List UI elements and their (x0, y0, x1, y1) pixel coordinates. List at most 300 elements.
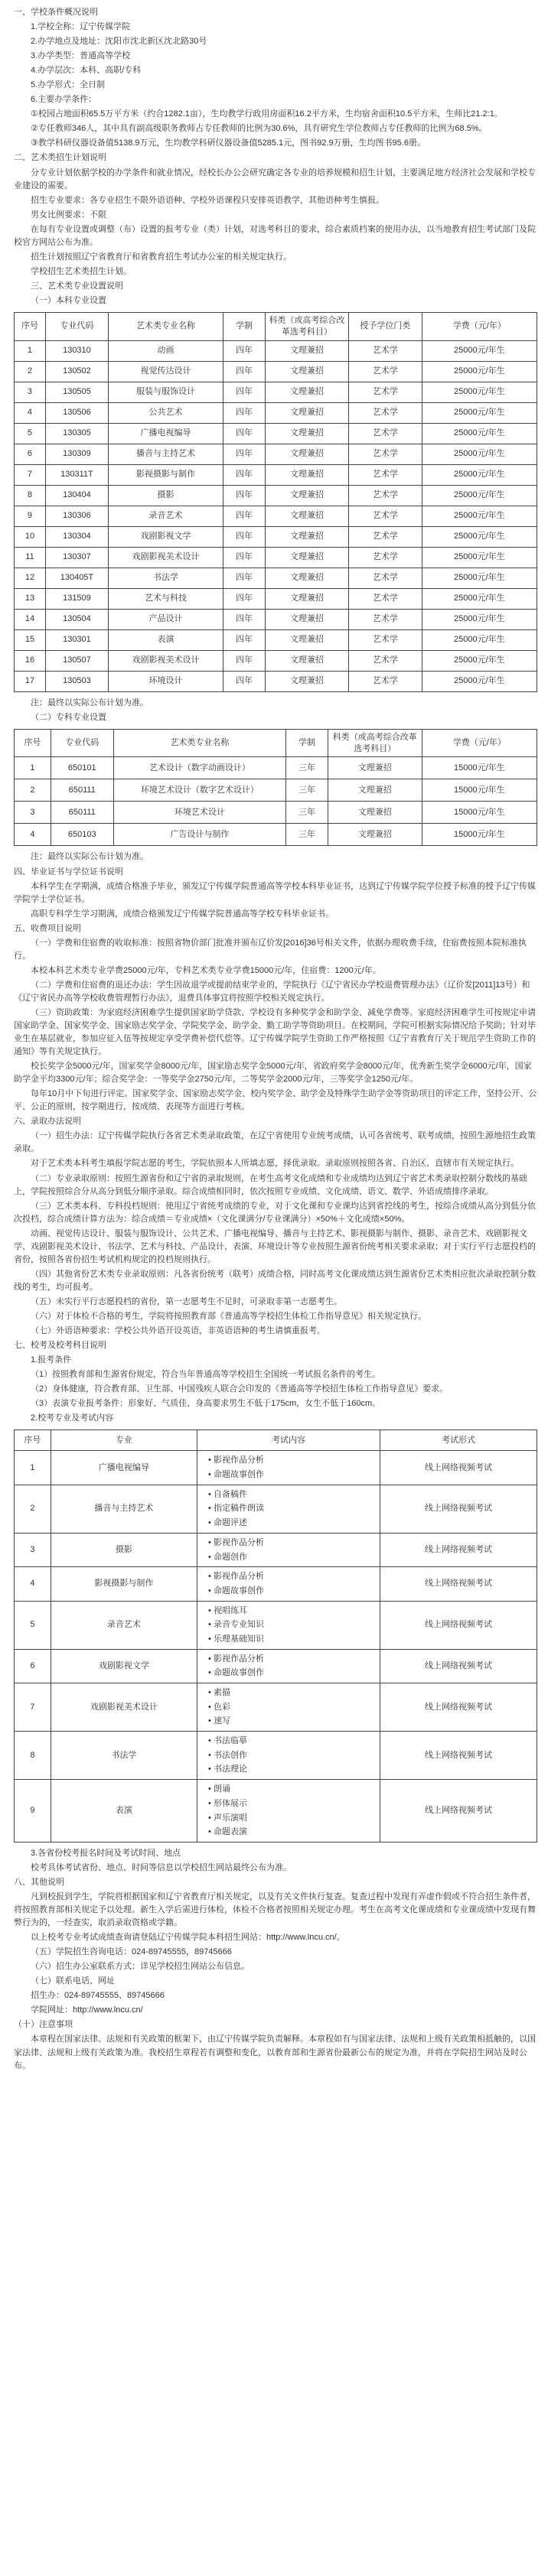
section-paragraph: 校考具体考试省份、地点、时间等信息以学校招生网站最终公布为准。 (31, 1862, 292, 1872)
cell-tuition: 25000元/年生 (422, 629, 537, 650)
exam-item: • 声乐演唱 (208, 1813, 247, 1823)
cell-exam-items (197, 1649, 380, 1683)
section-paragraph: 动画、视觉传达设计、服装与服饰设计、公共艺术、广播电视编导、播音与主持艺术、影视摄影与制作、摄影、录音艺术、戏剧影视文学、戏剧影视美术设计、书法学、艺术与科技、产品设计、表演、环境设计等专业按照生源省份统考相关要求录取；对于实行平行志愿投档的省份，按照各省份招生考试机构规定的投档规则执行。 (14, 1228, 536, 1264)
table-row (15, 671, 537, 691)
table-row (15, 361, 537, 382)
vocational-majors-table (14, 729, 537, 847)
undergrad-heading: （一）本科专业设置 (31, 295, 106, 305)
cell-major: 环境艺术设计 (113, 802, 285, 824)
cell-tuition: 25000元/年生 (422, 402, 537, 423)
cell-duration: 四年 (223, 547, 266, 568)
cell-no: 17 (15, 671, 46, 691)
cell-category: 文理兼招 (265, 671, 348, 691)
cell-form: 线上网络视频考试 (380, 1601, 537, 1649)
section-paragraph: （三）资助政策：为家庭经济困难学生提供国家助学贷款、学校设有多种奖学金和助学金、减免学费等。家庭经济困难学生可按规定申请国家助学金、国家奖学金、国家励志奖学金、学院奖学金、助学金、勤工助学等资助项目。在校期间，学院可根据实际情况给予奖助；针对毕业生在基层就业，参加应征入伍等按规定享受学费补偿代偿等。辽宁传媒学院学生资助工作严格按照《辽宁省教育厅关于规范学生资助工作的通知》等有关规定执行。 (14, 1007, 536, 1057)
table-row (15, 464, 537, 485)
section-paragraph: （2）身体健康，符合教育部、卫生部、中国残疾人联合会印发的《普通高等学校招生体检工作指导意见》要求。 (31, 1384, 449, 1394)
plan-paragraph: 招生计划按照辽宁省教育厅和省教育招生考试办公室的相关规定执行。 (31, 252, 292, 262)
cell-major: 录音艺术 (108, 506, 223, 526)
table-row (15, 568, 537, 588)
cell-tuition: 25000元/年生 (422, 650, 537, 671)
table-row (15, 1601, 537, 1649)
cell-category: 文理兼招 (265, 464, 348, 485)
cell-duration: 四年 (223, 423, 266, 444)
cell-form: 线上网络视频考试 (380, 1485, 537, 1533)
col-header-no: 序号 (15, 1430, 51, 1451)
cell-major: 影视摄影与制作 (108, 464, 223, 485)
table-row (15, 340, 537, 361)
cell-code: 130307 (45, 547, 108, 568)
col-header-tuition: 学费（元/年） (422, 312, 537, 340)
cell-category: 文理兼招 (328, 779, 422, 802)
cell-degree: 艺术学 (349, 485, 422, 506)
plan-heading: 二、艺术类招生计划说明 (14, 153, 106, 163)
cell-major: 公共艺术 (108, 402, 223, 423)
table-row (15, 1780, 537, 1843)
cell-degree: 艺术学 (349, 671, 422, 691)
col-header-category: 科类（或高考综合改革选考科目） (328, 729, 422, 757)
cell-duration: 四年 (223, 382, 266, 402)
cell-duration: 三年 (286, 802, 328, 824)
cell-major: 书法学 (51, 1732, 197, 1780)
cell-major: 戏剧影视文学 (51, 1649, 197, 1683)
col-header-code: 专业代码 (45, 312, 108, 340)
policy-sections-end (14, 1847, 537, 2073)
cell-duration: 四年 (223, 650, 266, 671)
cell-no: 15 (15, 629, 46, 650)
plan-paragraph: 三、艺术类专业设置说明 (31, 281, 123, 291)
section-paragraph: （三）艺术类本科、专科投档规则：使用辽宁省统考成绩的专业，对于文化课和专业课均达到省控线的考生，按综合成绩从高分到低分依次投档，综合成绩计算方法为：综合成绩＝专业成绩×（文化课满分/专业课满分）×50%＋文化成绩×50%。 (14, 1201, 536, 1224)
section-paragraph: （1）按照教育部和生源省份规定，符合当年普通高等学校招生全国统一考试报名条件的考生。 (31, 1370, 381, 1380)
section-paragraph: （一）学费和住宿费的收取标准：按照省物价部门批准并颁布辽价发[2016]36号相关文件，依据办理收费手续，住宿费按照本院标准执行。 (14, 938, 527, 961)
cell-degree: 艺术学 (349, 402, 422, 423)
cell-no: 8 (15, 1732, 51, 1780)
table-row (15, 1533, 537, 1566)
cell-tuition: 15000元/年生 (422, 802, 537, 824)
cell-category: 文理兼招 (265, 361, 348, 382)
plan-paragraph: 在每有专业设置或调整（布）设置的报考专业（类）计划，对选考科目的要求，综合素质档案的使用办法，以当地教育招生考试部门及院校官方网站公布为准。 (14, 224, 536, 247)
col-header-content: 考试内容 (197, 1430, 380, 1451)
table-row (15, 824, 537, 846)
cell-degree: 艺术学 (349, 423, 422, 444)
section-heading: 六、录取办法说明 (14, 1117, 81, 1127)
cell-major: 表演 (108, 629, 223, 650)
section-paragraph: 凡到校报到学生，学院将根据国家和辽宁省教育厅相关规定，以及有关文件执行复查。复查过程中发现有弄虚作假或不符合招生条件者，将按照教育部相关规定予以处理。新生入学后需进行体检，体检不合格者按照相关规定办理。考生在高考文化课成绩和专业课成绩中发现有舞弊行为的，一经查实，取消录取资格或学籍。 (14, 1892, 536, 1928)
cell-major: 艺术与科技 (108, 588, 223, 609)
exam-item: • 影视作品分析 (208, 1456, 264, 1465)
school-info (14, 21, 537, 150)
table-row (15, 506, 537, 526)
cell-degree: 艺术学 (349, 464, 422, 485)
col-header-duration: 学制 (286, 729, 328, 757)
col-header-degree: 授予学位门类 (349, 312, 422, 340)
table-row (15, 1683, 537, 1732)
cell-no: 9 (15, 506, 46, 526)
cell-tuition: 25000元/年生 (422, 506, 537, 526)
cell-tuition: 25000元/年生 (422, 464, 537, 485)
cell-tuition: 25000元/年生 (422, 547, 537, 568)
section-paragraph: 校长奖学金5000元/年，国家奖学金8000元/年，国家励志奖学金5000元/年，省政府奖学金8000元/年，优秀新生奖学金6000元/年，国家助学金平均3300元/年；综合奖学金：一等奖学金2750元/年，二等奖学金2000元/年，三等奖学金1250元/年。 (14, 1062, 532, 1085)
exam-item: • 指定稿件朗读 (208, 1504, 264, 1514)
cell-no: 1 (15, 757, 51, 779)
cell-major: 影视摄影与制作 (51, 1567, 197, 1601)
cell-no: 16 (15, 650, 46, 671)
exam-item: • 命题创作 (208, 1552, 247, 1562)
cell-duration: 四年 (223, 671, 266, 691)
cell-category: 文理兼招 (328, 757, 422, 779)
cell-duration: 四年 (223, 464, 266, 485)
cell-major: 广播电视编导 (51, 1451, 197, 1485)
section-paragraph: 以上校考专业考试成绩查询请登陆辽宁传媒学院本科招生网站：http://www.lncu.cn/。 (31, 1933, 345, 1943)
cell-category: 文理兼招 (265, 609, 348, 629)
cell-major: 戏剧影视文学 (108, 526, 223, 547)
undergrad-table-body (15, 340, 537, 691)
cell-category: 文理兼招 (265, 588, 348, 609)
cell-duration: 四年 (223, 629, 266, 650)
cell-no: 11 (15, 547, 46, 568)
cell-category: 文理兼招 (265, 340, 348, 361)
cell-no: 3 (15, 802, 51, 824)
cell-exam-items (197, 1780, 380, 1843)
table-header-row (15, 729, 537, 757)
cell-code: 130504 (45, 609, 108, 629)
cell-degree: 艺术学 (349, 444, 422, 464)
exam-item: • 影视作品分析 (208, 1654, 264, 1664)
section-heading: （十）注意事项 (14, 2020, 73, 2030)
cell-code: 650111 (51, 802, 113, 824)
cell-major: 环境艺术设计（数字艺术设计） (113, 779, 285, 802)
table-row (15, 382, 537, 402)
section-paragraph: 本科学生在学期满，成绩合格准予毕业，颁发辽宁传媒学院普通高等学校本科毕业证书，达到辽宁传媒学院学位授予标准的授予辽宁传媒学院学士学位证书。 (14, 881, 536, 904)
cell-degree: 艺术学 (349, 568, 422, 588)
table-row (15, 802, 537, 824)
table-row (15, 423, 537, 444)
cell-no: 7 (15, 1683, 51, 1732)
section-paragraph: （七）联系电话、网址 (31, 1976, 115, 1986)
cell-no: 2 (15, 779, 51, 802)
exam-item: • 书法临摹 (208, 1736, 247, 1746)
condition-line: ②专任教师346人，其中具有副高级职务教师占专任教师的比例为30.6%，具有研究生学位教师占专任教师的比例为68.5%。 (31, 124, 488, 134)
school-line: 4.办学层次：本科、高职/专科 (31, 66, 142, 76)
undergrad-note: 注：最终以实际公布计划为准。 (31, 698, 148, 707)
cell-no: 5 (15, 423, 46, 444)
cell-tuition: 25000元/年生 (422, 588, 537, 609)
cell-degree: 艺术学 (349, 609, 422, 629)
cell-category: 文理兼招 (265, 506, 348, 526)
col-header-category: 科类（或高考综合改革选考科目） (265, 312, 348, 340)
cell-no: 2 (15, 361, 46, 382)
cell-major: 播音与主持艺术 (51, 1485, 197, 1533)
section-heading: 七、校考及校考科目说明 (14, 1341, 106, 1351)
cell-form: 线上网络视频考试 (380, 1649, 537, 1683)
cell-category: 文理兼招 (328, 802, 422, 824)
section-heading: 四、毕业证书与学位证书说明 (14, 867, 123, 877)
cell-degree: 艺术学 (349, 506, 422, 526)
section-paragraph: 招生办：024-89745555、89745666 (31, 1991, 165, 2001)
cell-major: 播音与主持艺术 (108, 444, 223, 464)
school-line: 5.办学形式：全日制 (31, 80, 106, 90)
section-paragraph: （四）其他省份艺术类专业录取原则：凡各省份统考（联考）成绩合格，同时高考文化课成绩达到生源省份艺术类相应批次录取控制分数线的考生，均可报考。 (14, 1269, 536, 1292)
section-paragraph: （3）表演专业报考条件：形象好、气质佳、身高要求男生不低于175cm，女生不低于160cm。 (31, 1399, 381, 1409)
cell-tuition: 25000元/年生 (422, 671, 537, 691)
col-header-duration: 学制 (223, 312, 266, 340)
cell-code: 130405T (45, 568, 108, 588)
cell-no: 6 (15, 444, 46, 464)
cell-duration: 四年 (223, 588, 266, 609)
cell-no: 10 (15, 526, 46, 547)
exam-item: • 影视作品分析 (208, 1537, 264, 1547)
cell-degree: 艺术学 (349, 526, 422, 547)
cell-tuition: 25000元/年生 (422, 568, 537, 588)
cell-exam-items (197, 1451, 380, 1485)
cell-tuition: 25000元/年生 (422, 382, 537, 402)
table-row (15, 609, 537, 629)
cell-duration: 四年 (223, 485, 266, 506)
cell-category: 文理兼招 (265, 423, 348, 444)
school-heading: 一、学校条件概况说明 (14, 8, 98, 17)
cell-exam-items (197, 1567, 380, 1601)
table-row (15, 1649, 537, 1683)
cell-category: 文理兼招 (265, 402, 348, 423)
plan-paragraph: 男女比例要求：不限 (31, 210, 106, 220)
cell-form: 线上网络视频考试 (380, 1533, 537, 1566)
condition-line: ③教学科研仪器设备值5138.9万元，生均教学科研仪器设备值5285.1元，图书92.9万册，生均图书95.6册。 (31, 138, 426, 148)
cell-duration: 四年 (223, 361, 266, 382)
cell-no: 2 (15, 1485, 51, 1533)
section-paragraph: （六）对于体检不合格的考生，学院将按照教育部《普通高等学校招生体检工作指导意见》相关规定执行。 (31, 1312, 426, 1321)
cell-major: 摄影 (51, 1533, 197, 1566)
cell-code: 130507 (45, 650, 108, 671)
col-header-form: 考试形式 (380, 1430, 537, 1451)
cell-code: 130502 (45, 361, 108, 382)
cell-no: 6 (15, 1649, 51, 1683)
table-row (15, 650, 537, 671)
cell-no: 9 (15, 1780, 51, 1843)
cell-code: 650111 (51, 779, 113, 802)
cell-form: 线上网络视频考试 (380, 1732, 537, 1780)
exam-item: • 形体展示 (208, 1798, 247, 1808)
section-paragraph: 本校本科艺术类专业学费25000元/年，专科艺术类专业学费15000元/年，住宿费：1200元/年。 (31, 965, 381, 975)
section-paragraph: （五）未实行平行志愿投档的省份，第一志愿考生不足时，可录取非第一志愿考生。 (31, 1296, 342, 1306)
cell-category: 文理兼招 (265, 444, 348, 464)
table-row (15, 547, 537, 568)
col-header-tuition: 学费（元/年） (422, 729, 537, 757)
cell-category: 文理兼招 (265, 568, 348, 588)
cell-degree: 艺术学 (349, 650, 422, 671)
cell-duration: 三年 (286, 757, 328, 779)
cell-major: 表演 (51, 1780, 197, 1843)
col-header-no: 序号 (15, 729, 51, 757)
table-row (15, 402, 537, 423)
school-line: 2.办学地点及地址：沈阳市沈北新区沈北路30号 (31, 37, 207, 47)
cell-tuition: 15000元/年生 (422, 779, 537, 802)
table-header-row (15, 1430, 537, 1451)
exam-item: • 素描 (208, 1688, 230, 1697)
cell-code: 650101 (51, 757, 113, 779)
exam-item: • 视唱练耳 (208, 1605, 247, 1615)
cell-exam-items (197, 1732, 380, 1780)
cell-code: 130309 (45, 444, 108, 464)
cell-major: 视觉传达设计 (108, 361, 223, 382)
cell-degree: 艺术学 (349, 629, 422, 650)
cell-code: 130301 (45, 629, 108, 650)
cell-category: 文理兼招 (265, 547, 348, 568)
exam-item: • 自备稿件 (208, 1489, 247, 1499)
exam-item: • 朗诵 (208, 1784, 230, 1794)
cell-form: 线上网络视频考试 (380, 1780, 537, 1843)
section-paragraph: （五）学院招生咨询电话：024-89745555，89745666 (31, 1947, 232, 1957)
cell-major: 广告设计与制作 (113, 824, 285, 846)
exam-item: • 命题故事创作 (208, 1668, 264, 1678)
table-row (15, 1732, 537, 1780)
exam-table-body (15, 1451, 537, 1843)
section-paragraph: 高职专科学生学习期满，成绩合格颁发辽宁传媒学院普通高等学校专科毕业证书。 (31, 909, 334, 919)
cell-code: 130503 (45, 671, 108, 691)
cell-duration: 四年 (223, 340, 266, 361)
section-paragraph: （二）专业录取原则：按照生源省份和辽宁省的录取规则，在考生高考文化成绩和专业成绩均达到辽宁省艺术类录取控制分数线的基础上，学院按照综合分从高分到低分顺序录取。综合成绩相同时，依次按照专业成绩、文化成绩、语文、数学、外语成绩排序录取。 (14, 1173, 527, 1196)
school-line: 6.主要办学条件： (31, 95, 97, 105)
cell-tuition: 25000元/年生 (422, 526, 537, 547)
cell-no: 13 (15, 588, 46, 609)
cell-form: 线上网络视频考试 (380, 1451, 537, 1485)
cell-code: 130505 (45, 382, 108, 402)
plan-paragraph: 分专业计划依据学校的办学条件和就业情况，经校长办公会研究确定各专业的培养规模和招生计划，主要满足地方经济社会发展和学校专业建设的需要。 (14, 168, 536, 190)
cell-major: 戏剧影视美术设计 (108, 650, 223, 671)
cell-major: 产品设计 (108, 609, 223, 629)
section-paragraph: （六）招生办公室联系方式：详见学校招生网站公布信息。 (31, 1962, 250, 1972)
col-header-code: 专业代码 (51, 729, 113, 757)
cell-major: 戏剧影视美术设计 (51, 1683, 197, 1732)
col-header-major: 专业 (51, 1430, 197, 1451)
cell-code: 131509 (45, 588, 108, 609)
cell-code: 130305 (45, 423, 108, 444)
section-paragraph: 2.校考专业及考试内容 (31, 1413, 114, 1423)
cell-category: 文理兼招 (265, 650, 348, 671)
exam-item: • 速写 (208, 1716, 230, 1726)
cell-no: 12 (15, 568, 46, 588)
cell-category: 文理兼招 (265, 526, 348, 547)
plan-paragraph: 学校招生艺术类招生计划。 (31, 266, 132, 276)
exam-item: • 命题故事创作 (208, 1586, 264, 1595)
exam-item: • 录音专业知识 (208, 1620, 264, 1630)
cell-tuition: 25000元/年生 (422, 423, 537, 444)
cell-degree: 艺术学 (349, 547, 422, 568)
exam-item: • 命题表演 (208, 1827, 247, 1837)
cell-degree: 艺术学 (349, 382, 422, 402)
section-heading: 八、其他说明 (14, 1877, 64, 1887)
cell-duration: 四年 (223, 402, 266, 423)
cell-code: 650103 (51, 824, 113, 846)
cell-category: 文理兼招 (265, 629, 348, 650)
cell-no: 3 (15, 1533, 51, 1566)
cell-exam-items (197, 1533, 380, 1566)
plan-paragraph: 招生专业要求：各专业招生不限外语语种、学校外语课程只安排英语教学，其他语种考生慎报。 (31, 195, 384, 205)
table-row (15, 1485, 537, 1533)
cell-no: 14 (15, 609, 46, 629)
section-paragraph: 本章程在国家法律、法规和有关政策的框架下，由辽宁传媒学院负责解释。本章程如有与国家法律、法规和上级有关政策相抵触的，以国家法律、法规和上级有关政策为准。我校招生章程若有调整和变化，以教育部和生源省份最新公布的规定为准，并将在学院招生网站及时公布。 (14, 2034, 536, 2070)
cell-code: 130404 (45, 485, 108, 506)
cell-code: 130310 (45, 340, 108, 361)
cell-no: 4 (15, 1567, 51, 1601)
cell-major: 广播电视编导 (108, 423, 223, 444)
cell-major: 环境设计 (108, 671, 223, 691)
exam-item: • 色彩 (208, 1702, 230, 1712)
section-paragraph: 3.各省份校考报名时间及考试时间、地点 (31, 1848, 181, 1858)
table-row (15, 779, 537, 802)
school-line: 1.学校全称：辽宁传媒学院 (31, 22, 131, 32)
exam-item: • 书法创作 (208, 1750, 247, 1760)
table-row (15, 444, 537, 464)
cell-major: 摄影 (108, 485, 223, 506)
cell-major: 服装与服饰设计 (108, 382, 223, 402)
cell-duration: 四年 (223, 609, 266, 629)
table-row (15, 629, 537, 650)
cell-duration: 三年 (286, 824, 328, 846)
vocational-note: 注：最终以实际公布计划为准。 (31, 852, 148, 862)
cell-no: 1 (15, 340, 46, 361)
cell-major: 录音艺术 (51, 1601, 197, 1649)
cell-no: 1 (15, 1451, 51, 1485)
section-paragraph: （二）学费和住宿费的退还办法：学生因故退学或提前结束学业的，学院执行《辽宁省民办学校退费管理办法》（辽价发[2011]13号）和《辽宁省民办高等学校收费管理暂行办法》，退费具体事宜将按照学校相关规定执行。 (14, 980, 530, 1003)
policy-sections (14, 866, 537, 1426)
cell-major: 书法学 (108, 568, 223, 588)
cell-major: 动画 (108, 340, 223, 361)
cell-duration: 四年 (223, 444, 266, 464)
col-header-major: 艺术类专业名称 (108, 312, 223, 340)
cell-major: 戏剧影视美术设计 (108, 547, 223, 568)
table-row (15, 485, 537, 506)
col-header-major: 艺术类专业名称 (113, 729, 285, 757)
cell-duration: 四年 (223, 568, 266, 588)
cell-code: 130304 (45, 526, 108, 547)
cell-form: 线上网络视频考试 (380, 1567, 537, 1601)
col-header-no: 序号 (15, 312, 46, 340)
exam-item: • 书法理论 (208, 1764, 247, 1774)
undergrad-majors-table (14, 312, 537, 692)
cell-form: 线上网络视频考试 (380, 1683, 537, 1732)
cell-category: 文理兼招 (265, 382, 348, 402)
section-paragraph: 1.报考条件 (31, 1355, 72, 1365)
section-paragraph: （一）招生办法：辽宁传媒学院执行各省艺术类录取政策，在辽宁省使用专业统考成绩，认可各省统考、联考成绩，按照生源地招生政策录取。 (14, 1131, 536, 1154)
cell-tuition: 25000元/年生 (422, 609, 537, 629)
cell-exam-items (197, 1683, 380, 1732)
condition-line: ①校园占地面积65.5万平方米（约合1282.1亩），生均教学行政用房面积16.2平方米，生均宿舍面积10.5平方米，生师比21.2:1。 (31, 109, 503, 119)
cell-degree: 艺术学 (349, 361, 422, 382)
section-paragraph: 对于艺术类本科考生填报学院志愿的考生，学院依照本人所填志愿，择优录取。录取原则按照各省、自治区、直辖市有关规定执行。 (31, 1159, 519, 1169)
cell-tuition: 25000元/年生 (422, 444, 537, 464)
plan-paragraphs (14, 167, 537, 293)
vocational-table-body (15, 757, 537, 846)
cell-major: 艺术设计（数字动画设计） (113, 757, 285, 779)
table-row (15, 588, 537, 609)
exam-item: • 命题评述 (208, 1518, 247, 1528)
section-paragraph: 学院网址：http://www.lncu.cn/ (31, 2005, 143, 2015)
cell-tuition: 25000元/年生 (422, 340, 537, 361)
cell-no: 4 (15, 824, 51, 846)
cell-no: 4 (15, 402, 46, 423)
table-row (15, 1451, 537, 1485)
school-line: 3.办学类型：普通高等学校 (31, 51, 131, 61)
section-paragraph: （七）外语语种要求：学校公共外语开设英语，非英语语种的考生请慎重报考。 (31, 1326, 325, 1336)
vocational-heading: （二）专科专业设置 (31, 712, 106, 722)
cell-tuition: 15000元/年生 (422, 757, 537, 779)
exam-content-table (14, 1429, 537, 1843)
cell-degree: 艺术学 (349, 340, 422, 361)
cell-category: 文理兼招 (265, 485, 348, 506)
section-heading: 五、收费项目说明 (14, 923, 81, 933)
cell-code: 130306 (45, 506, 108, 526)
table-row (15, 1567, 537, 1601)
